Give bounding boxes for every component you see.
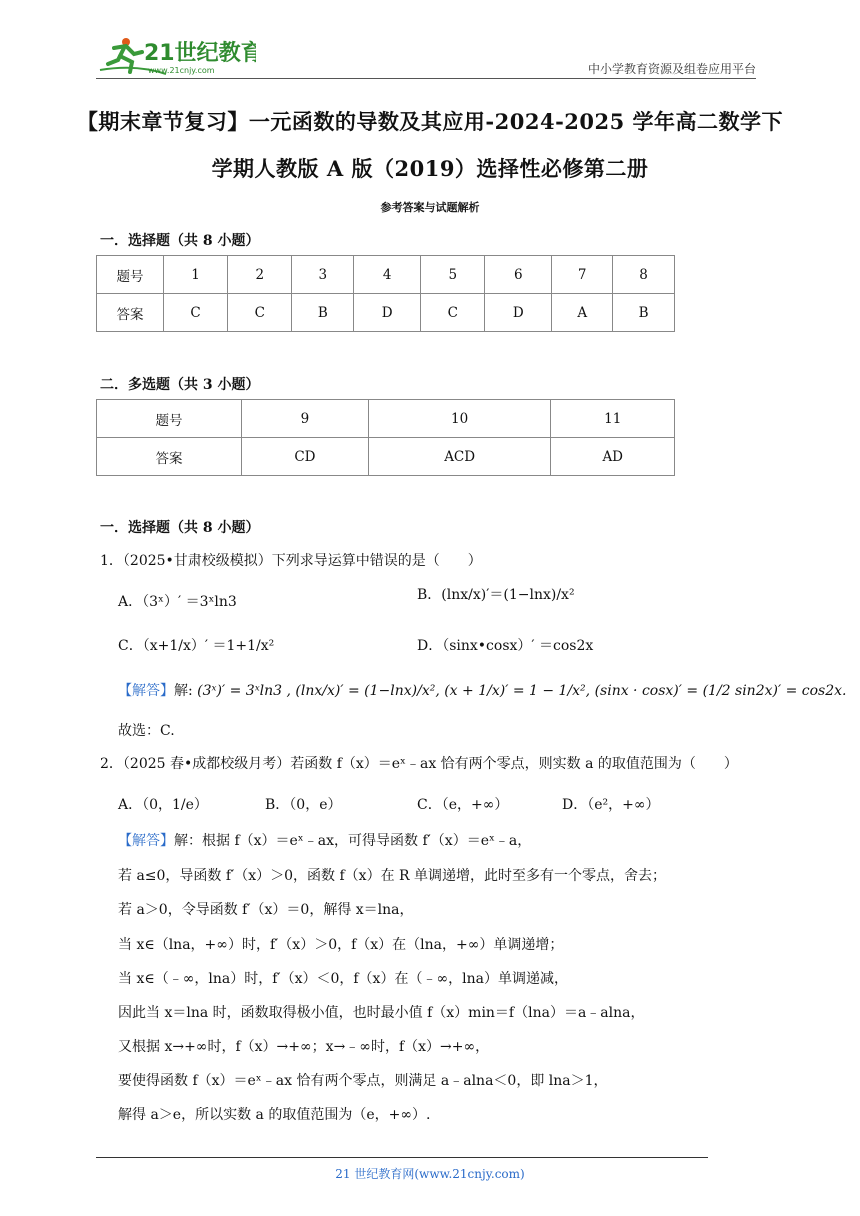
header-divider xyxy=(96,78,756,79)
answer-text: 解：根据 f（x）＝eˣ﹣ax，可得导函数 f′（x）＝eˣ﹣a， xyxy=(174,833,532,849)
q2-answer-line3: 若 a＞0，令导函数 f′（x）＝0，解得 x＝lna， xyxy=(118,902,414,918)
table-cell: B xyxy=(613,294,675,332)
q1-answer xyxy=(118,681,846,701)
table-row xyxy=(97,400,675,438)
q2-stem: 2．（2025 春•成都校级月考）若函数 f（x）＝eˣ﹣ax 恰有两个零点，则实数 a 的取值范围为（ ） xyxy=(100,756,738,772)
q2-answer-line1 xyxy=(118,831,531,851)
table-cell: 题号 xyxy=(97,256,164,294)
answer-table-single xyxy=(96,255,675,332)
q1-option-a: A．（3ˣ）′ ＝3ˣln3 xyxy=(118,594,237,610)
table-cell: D xyxy=(354,294,421,332)
platform-name: 中小学教育资源及组卷应用平台 xyxy=(587,62,756,76)
table-cell: CD xyxy=(242,438,369,476)
table-cell: 3 xyxy=(292,256,354,294)
table-row xyxy=(97,438,675,476)
site-logo xyxy=(96,34,256,78)
document-subtitle: 参考答案与试题解析 xyxy=(380,201,480,214)
q2-answer-line4: 当 x∈（lna，+∞）时，f′（x）＞0，f（x）在（lna，+∞）单调递增； xyxy=(118,937,564,953)
q2-option-a: A．（0，1/e） xyxy=(118,797,208,813)
document-title-line2: 学期人教版 A 版（2019）选择性必修第二册 xyxy=(211,156,649,181)
table-cell: 8 xyxy=(613,256,675,294)
table-cell: 4 xyxy=(354,256,421,294)
q2-answer-line7: 又根据 x→+∞时，f（x）→+∞；x→﹣∞时，f（x）→+∞， xyxy=(118,1039,490,1055)
section1-heading: 一．选择题（共 8 小题） xyxy=(100,233,260,249)
answer-math: (3ˣ)′ = 3ˣln3 , (lnx/x)′ = (1−lnx)/x², (x + 1/x)′ = 1 − 1/x², (sinx · cosx)′ = (1/2 sin2x)′ = cos2x. xyxy=(197,683,847,699)
table-cell: 10 xyxy=(368,400,551,438)
table-cell: A xyxy=(552,294,613,332)
q2-answer-line8: 要使得函数 f（x）＝eˣ﹣ax 恰有两个零点，则满足 a﹣alna＜0，即 lna＞1， xyxy=(118,1073,608,1089)
table-cell: C xyxy=(228,294,292,332)
table-cell: AD xyxy=(551,438,675,476)
section2-heading: 二．多选题（共 3 小题） xyxy=(100,377,260,393)
table-cell: 答案 xyxy=(97,438,242,476)
q2-option-b: B．（0，e） xyxy=(265,797,342,813)
q2-option-c: C．（e，+∞） xyxy=(417,797,509,813)
answer-table-multi xyxy=(96,399,675,476)
table-cell: 1 xyxy=(164,256,228,294)
table-cell: 题号 xyxy=(97,400,242,438)
table-cell: D xyxy=(485,294,552,332)
table-cell: 答案 xyxy=(97,294,164,332)
table-cell: 6 xyxy=(485,256,552,294)
q2-answer-line2: 若 a≤0，导函数 f′（x）＞0，函数 f（x）在 R 单调递增，此时至多有一个零点，舍去； xyxy=(118,868,667,884)
table-cell: 11 xyxy=(551,400,675,438)
q1-conclusion: 故选：C. xyxy=(118,723,175,739)
document-title-line1: 【期末章节复习】一元函数的导数及其应用-2024-2025 学年高二数学下 xyxy=(76,109,784,134)
answer-tag: 【解答】 xyxy=(118,683,174,699)
table-row xyxy=(97,256,675,294)
table-row xyxy=(97,294,675,332)
q2-answer-line9: 解得 a＞e，所以实数 a 的取值范围为（e，+∞）. xyxy=(118,1107,431,1123)
footer-divider xyxy=(96,1157,708,1158)
section3-heading: 一．选择题（共 8 小题） xyxy=(100,520,260,536)
table-cell: 2 xyxy=(228,256,292,294)
answer-tag: 【解答】 xyxy=(118,833,174,849)
table-cell: 7 xyxy=(552,256,613,294)
svg-text:21世纪教育: 21世纪教育 xyxy=(144,41,256,66)
table-cell: C xyxy=(164,294,228,332)
table-cell: 5 xyxy=(421,256,485,294)
q2-answer-line6: 因此当 x＝lna 时，函数取得极小值，也时最小值 f（x）min＝f（lna）＝a﹣alna， xyxy=(118,1005,645,1021)
table-cell: ACD xyxy=(368,438,551,476)
q1-option-d: D．（sinx•cosx）′ ＝cos2x xyxy=(417,638,594,654)
q1-option-c: C．（x+1/x）′ ＝1+1/x² xyxy=(118,638,275,654)
table-cell: B xyxy=(292,294,354,332)
answer-lead: 解: xyxy=(174,683,193,699)
q1-stem: 1．（2025•甘肃校级模拟）下列求导运算中错误的是（ ） xyxy=(100,553,482,569)
svg-text:www.21cnjy.com: www.21cnjy.com xyxy=(148,66,215,75)
q2-option-d: D．（e²，+∞） xyxy=(562,797,660,813)
table-cell: C xyxy=(421,294,485,332)
q1-option-b: B．(lnx/x)′＝(1−lnx)/x² xyxy=(417,587,575,603)
footer-link[interactable]: 21 世纪教育网(www.21cnjy.com) xyxy=(335,1167,525,1181)
q2-answer-line5: 当 x∈（﹣∞，lna）时，f′（x）＜0，f（x）在（﹣∞，lna）单调递减， xyxy=(118,971,568,987)
table-cell: 9 xyxy=(242,400,369,438)
